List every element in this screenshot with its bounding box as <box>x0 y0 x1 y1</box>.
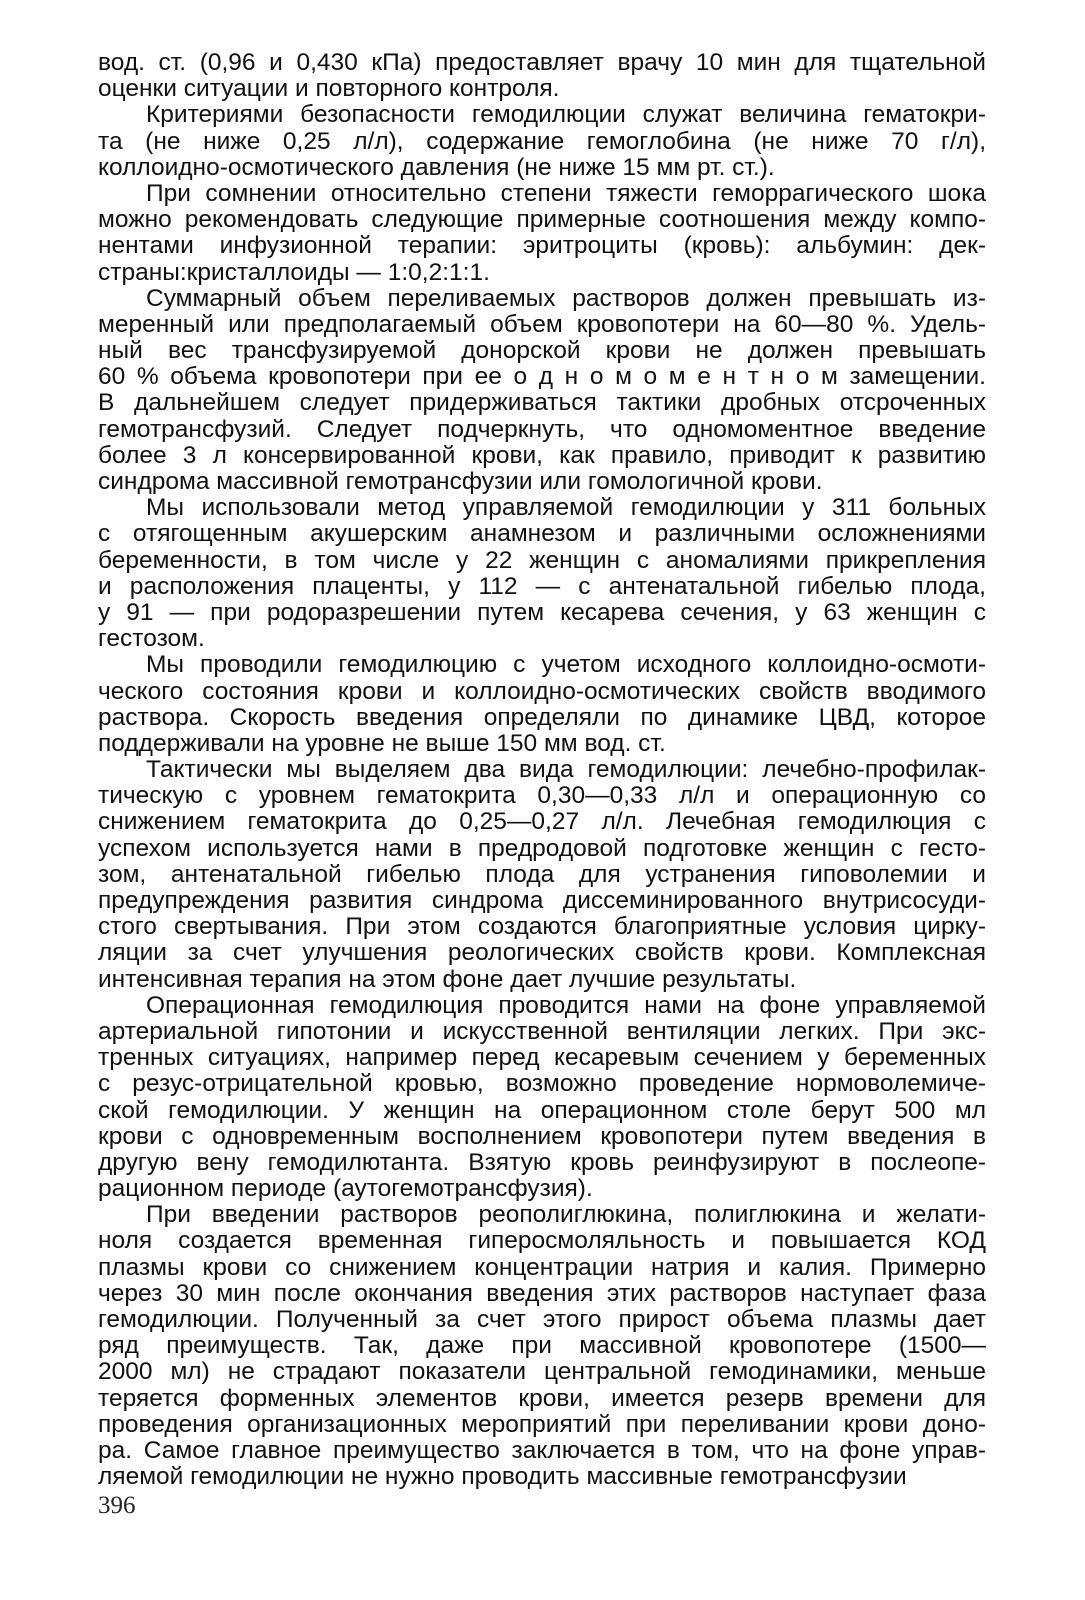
text-line: проведения организационных мероприятий при переливании крови доно- <box>98 1411 986 1438</box>
text-line: ляемой гемодилюции не нужно проводить массивные гемотрансфузии <box>98 1464 907 1491</box>
text-line: ноля создается временная гиперосмоляльность и повышается КОД <box>98 1228 986 1255</box>
page-number: 396 <box>98 1492 136 1519</box>
text-line: тренных ситуациях, например перед кесаревым сечением у беременных <box>98 1045 986 1072</box>
paragraph <box>98 286 986 496</box>
text-line: страны:кристаллоиды — 1:0,2:1:1. <box>98 259 490 286</box>
paragraph <box>98 495 986 652</box>
text-line: тическую с уровнем гематокрита 0,30—0,33 л/л и операционную со <box>98 783 986 810</box>
text-line: рационном периоде (аутогемотрансфузия). <box>98 1176 593 1203</box>
text-line: Мы проводили гемодилюцию с учетом исходного коллоидно-осмоти- <box>146 652 986 679</box>
text-line: гестозом. <box>98 626 205 653</box>
text-line: та (не ниже 0,25 л/л), содержание гемоглобина (не ниже 70 г/л), <box>98 128 986 155</box>
text-line: 2000 мл) не страдают показатели центральной гемодинамики, меньше <box>98 1359 986 1386</box>
text-line: у 91 — при родоразрешении путем кесарева сечения, у 63 женщин с <box>98 599 986 626</box>
text-line: Мы использовали метод управляемой гемодилюции у 311 больных <box>146 495 986 522</box>
text-line: В дальнейшем следует придерживаться тактики дробных отсроченных <box>98 390 986 417</box>
text-line: нентами инфузионной терапии: эритроциты (кровь): альбумин: дек- <box>98 233 986 260</box>
text-line: меренный или предполагаемый объем кровопотери на 60—80 %. Удель- <box>98 311 986 338</box>
text-line: раствора. Скорость введения определяли по динамике ЦВД, которое <box>98 704 986 731</box>
text-line: синдрома массивной гемотрансфузии или гомологичной крови. <box>98 469 823 495</box>
paragraph <box>98 102 986 181</box>
text-line: Суммарный объем переливаемых растворов должен превышать из- <box>146 285 986 312</box>
text-line: коллоидно-осмотического давления (не ниже 15 мм рт. ст.). <box>98 154 775 181</box>
paragraph <box>98 1202 986 1490</box>
text-line: 60 % объема кровопотери при ее о д н о м о м е н т н о м замещении. <box>98 364 986 391</box>
text-line: зом, антенатальной гибелью плода для устранения гиповолемии и <box>98 861 986 888</box>
text-line: поддерживали на уровне не выше 150 мм вод. ст. <box>98 730 666 757</box>
text-line: ческого состояния крови и коллоидно-осмотических свойств вводимого <box>98 678 986 705</box>
text-line: другую вену гемодилютанта. Взятую кровь реинфузируют в послеопе- <box>98 1149 986 1176</box>
text-line: Критериями безопасности гемодилюции служат величина гематокри- <box>146 102 986 129</box>
text-line: теряется форменных элементов крови, имеется резерв времени для <box>98 1385 986 1412</box>
text-line: гемотрансфузий. Следует подчеркнуть, что одномоментное введение <box>98 416 986 443</box>
paragraph <box>98 993 986 1203</box>
paragraph <box>98 50 986 102</box>
text-line: интенсивная терапия на этом фоне дает лучшие результаты. <box>98 966 797 993</box>
paragraph <box>98 757 986 993</box>
text-line: стого свертывания. При этом создаются благоприятные условия цирку- <box>98 914 986 941</box>
text-line: с отягощенным акушерским анамнезом и различными осложнениями <box>98 521 986 548</box>
text-line: с резус-отрицательной кровью, возможно проведение нормоволемиче- <box>98 1071 986 1098</box>
text-line: При введении растворов реополиглюкина, полиглюкина и желати- <box>146 1202 986 1229</box>
text-line: снижением гематокрита до 0,25—0,27 л/л. Лечебная гемодилюция с <box>98 809 986 836</box>
text-line: ской гемодилюции. У женщин на операционном столе берут 500 мл <box>98 1097 986 1124</box>
text-line: ный вес трансфузируемой донорской крови не должен превышать <box>98 338 986 365</box>
text-line: крови с одновременным восполнением кровопотери путем введения в <box>98 1123 986 1150</box>
text-line: и расположения плаценты, у 112 — с антенатальной гибелью плода, <box>98 573 986 600</box>
text-line: При сомнении относительно степени тяжести геморрагического шока <box>146 180 986 207</box>
text-line: Тактически мы выделяем два вида гемодилюции: лечебно-профилак- <box>146 757 986 784</box>
text-line: плазмы крови со снижением концентрации натрия и калия. Примерно <box>98 1254 986 1281</box>
text-line: более 3 л консервированной крови, как правило, приводит к развитию <box>98 442 986 469</box>
text-line: можно рекомендовать следующие примерные соотношения между компо- <box>98 207 986 234</box>
paragraph <box>98 652 986 757</box>
text-line: ряд преимуществ. Так, даже при массивной кровопотере (1500— <box>98 1333 986 1360</box>
body-text <box>98 50 986 1490</box>
text-line: вод. ст. (0,96 и 0,430 кПа) предоставляет врачу 10 мин для тщательной <box>98 50 986 76</box>
text-line: ляции за счет улучшения реологических свойств крови. Комплексная <box>98 940 986 967</box>
text-line: оценки ситуации и повторного контроля. <box>98 76 560 103</box>
text-line: Операционная гемодилюция проводится нами на фоне управляемой <box>146 992 986 1019</box>
text-line: через 30 мин после окончания введения этих растворов наступает фаза <box>98 1280 986 1307</box>
text-line: ра. Самое главное преимущество заключается в том, что на фоне управ- <box>98 1437 986 1464</box>
text-line: артериальной гипотонии и искусственной вентиляции легких. При экс- <box>98 1018 986 1045</box>
text-line: успехом используется нами в предродовой подготовке женщин с гесто- <box>98 835 986 862</box>
text-line: предупреждения развития синдрома диссеминированного внутрисосуди- <box>98 888 986 914</box>
text-line: беременности, в том числе у 22 женщин с аномалиями прикрепления <box>98 547 986 574</box>
text-line: гемодилюции. Полученный за счет этого прирост объема плазмы дает <box>98 1307 986 1333</box>
paragraph <box>98 181 986 286</box>
